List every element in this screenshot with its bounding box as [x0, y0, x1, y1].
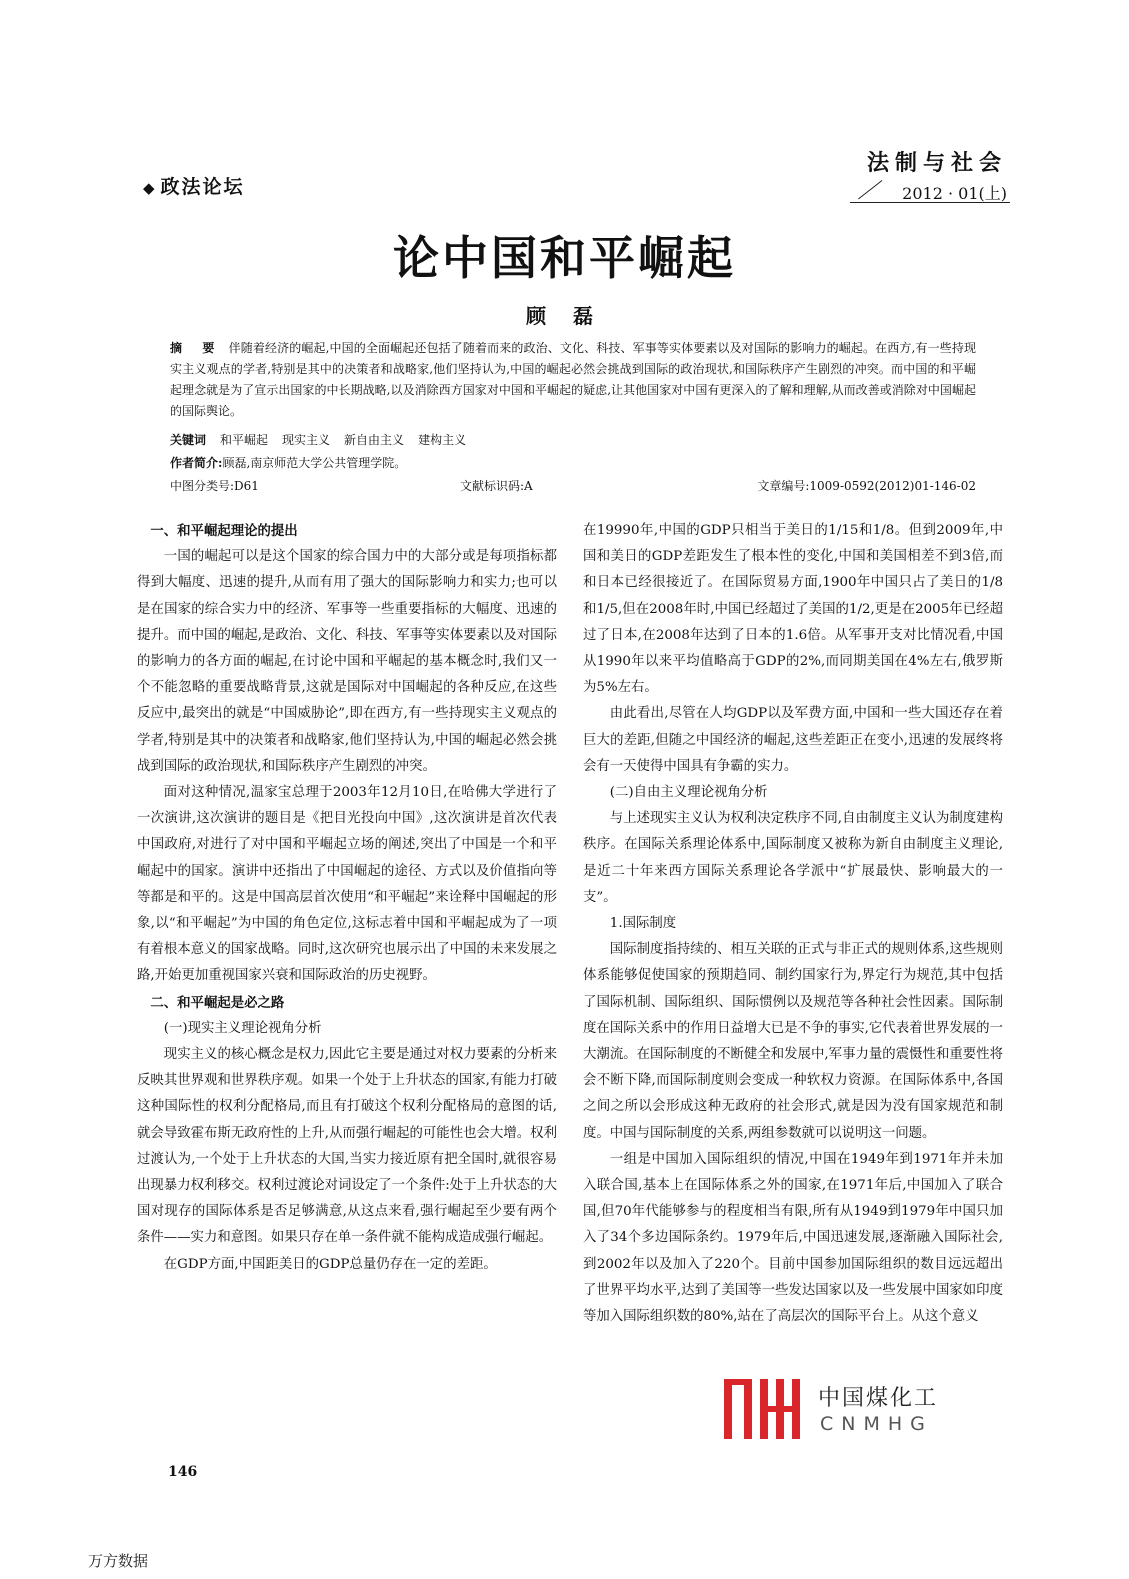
- subsection-heading: (二)自由主义理论视角分析: [609, 785, 768, 801]
- article-author: 顾 磊: [526, 304, 603, 328]
- logo-bar: [732, 1379, 744, 1385]
- logo-english-text: CNMHG: [820, 1413, 933, 1435]
- paragraph: 在19990年,中国的GDP只相当于美日的1/15和1/8。但到2009年,中国和美日的GDP差距发生了根本性的变化,中国和美国相差不到3倍,而和日本已经很接近了。在国际贸易方面,1900年中国只占了美日的1/8和1/5,但在2008年时,中国已经超过了美国的1/2,更是在2005年已经超过了日本,在2008年达到了日本的1.6倍。从军事开支对比情况看,中国从1990年以来平均值略高于GDP的2%,而同期美国在4%左右,俄罗斯为5%左右。: [583, 523, 1003, 696]
- header-rule: [850, 202, 1010, 203]
- issue-number: 2012 · 01(上): [902, 184, 1007, 203]
- paragraph: 国际制度指持续的、相互关联的正式与非正式的规则体系,这些规则体系能够促使国家的预期趋同、制约国家行为,界定行为规范,其中包括了国际机制、国际组织、国际惯例以及规范等各种社会性因素。国际制度在国际关系中的作用日益增大已是不争的事实,它代表着世界发展的一大潮流。在国际制度的不断健全和发展中,军事力量的震慑性和重要性将会不断下降,而国际制度则会变成一种软权力资源。在国际体系中,各国之间之所以会形成这种无政府的社会形式,就是因为没有国家规范和制度。中国与国际制度的关系,两组参数就可以说明这一问题。: [583, 942, 1003, 1141]
- watermark-logo: [724, 1377, 1014, 1441]
- document-code: 文献标识码:A: [460, 479, 533, 493]
- logo-bar: [776, 1379, 784, 1439]
- paragraph: 一组是中国加入国际组织的情况,中国在1949年到1971年并未加入联合国,基本上在国际体系之外的国家,在1971年后,中国加入了联合国,但70年代能够参与的程度相当有限,所有从1949到1979年中国只加入了34个多边国际条约。1979年后,中国迅速发展,逐渐融入国际社会,到2002年以及加入了220个。目前中国参加国际组织的数目远远超出了世界平均水平,达到了美国等一些发达国家以及一些发展中国家如印度等加入国际组织数的80%,站在了高层次的国际平台上。从这个意义: [583, 1151, 1003, 1325]
- paragraph: 与上述现实主义认为权利决定秩序不同,自由制度主义认为制度建构秩序。在国际关系理论体系中,国际制度又被称为新自由制度主义理论,是近二十年来西方国际关系理论各学派中“扩展最快、影响最大的一支”。: [583, 811, 1003, 905]
- body-column-right: [583, 518, 1003, 1330]
- subsection-heading: 1.国际制度: [609, 916, 677, 932]
- mh-logo-icon: [724, 1379, 810, 1439]
- paragraph: 面对这种情况,温家宝总理于2003年12月10日,在哈佛大学进行了一次演讲,这次演讲的题目是《把目光投向中国》,这次演讲是首次代表中国政府,对进行了对中国和平崛起立场的阐述,突出了中国是一个和平崛起中的国家。演讲中还指出了中国崛起的途径、方式以及价值指向等等都是和平的。这是中国高层首次使用“和平崛起”来诠释中国崛起的形象,以“和平崛起”为中国的角色定位,这标志着中国和平崛起成为了一项有着根本意义的国家战略。同时,这次研究也展示出了中国的未来发展之路,开始更加重视国家兴衰和国际政治的历史视野。: [137, 785, 557, 984]
- logo-bar: [744, 1379, 752, 1439]
- journal-name: 法制与社会: [866, 150, 1007, 176]
- section-label: 政法论坛: [160, 176, 245, 198]
- logo-chinese-text: 中国煤化工: [818, 1386, 939, 1411]
- logo-bar: [760, 1379, 768, 1439]
- paragraph: 由此看出,尽管在人均GDP以及军费方面,中国和一些大国还存在着巨大的差距,但随之中国经济的崛起,这些差距正在变小,迅速的发展终将会有一天使得中国具有争霸的实力。: [583, 706, 1003, 774]
- logo-bar: [792, 1379, 800, 1439]
- clc-code: 中图分类号:D61: [170, 479, 259, 493]
- abstract-label: 摘 要: [170, 341, 223, 355]
- header-rule-slant: [858, 180, 882, 199]
- source-watermark: 万方数据: [88, 1552, 149, 1570]
- keyword: 新自由主义: [344, 433, 405, 447]
- keyword: 建构主义: [418, 433, 467, 447]
- keywords: [170, 430, 976, 451]
- keyword: 和平崛起: [220, 433, 269, 447]
- body-column-left: [137, 518, 557, 1278]
- abstract: [170, 338, 976, 422]
- article-title: 论中国和平崛起: [393, 231, 736, 285]
- paragraph: 一国的崛起可以是这个国家的综合国力中的大部分或是每项指标都得到大幅度、迅速的提升,从而有用了强大的国际影响力和实力;也可以是在国家的综合实力中的经济、军事等一些重要指标的大幅度、迅速的提升。而中国的崛起,是政治、文化、科技、军事等实体要素以及对国际的影响力的各方面的崛起,在讨论中国和平崛起的基本概念时,我们又一个不能忽略的重要战略背景,这就是国际对中国崛起的各种反应,在这些反应中,最突出的就是“中国威胁论”,即在西方,有一些持现实主义观点的学者,特别是其中的决策者和战略家,他们坚持认为,中国的崛起必然会挑战到国际的政治现状,和国际秩序产生剧烈的冲突。: [137, 549, 557, 774]
- section-heading: 二、和平崛起是必之路: [150, 994, 285, 1011]
- paragraph: 现实主义的核心概念是权力,因此它主要是通过对权力要素的分析来反映其世界观和世界秩序观。如果一个处于上升状态的国家,有能力打破这种国际性的权利分配格局,而且有打破这个权利分配格局的意图的话,就会导致霍布斯无政府性的上升,从而强行崛起的可能性也会大增。权利过渡认为,一个处于上升状态的大国,当实力接近原有把全国时,就很容易出现暴力权利移交。权利过渡论对词设定了一个条件:处于上升状态的大国对现存的国际体系是否足够满意,从这点来看,强行崛起至少要有两个条件——实力和意图。如果只存在单一条件就不能构成造成强行崛起。: [137, 1047, 557, 1246]
- author-intro-label: 作者简介:: [170, 456, 223, 470]
- logo-bar: [768, 1406, 776, 1412]
- classification-row: [170, 477, 976, 498]
- author-intro: [170, 453, 976, 474]
- subsection-heading: (一)现实主义理论视角分析: [163, 1020, 322, 1036]
- author-intro-text: 顾磊,南京师范大学公共管理学院。: [222, 456, 407, 470]
- logo-bar: [784, 1406, 792, 1412]
- page-number: 146: [168, 1464, 198, 1480]
- section-heading: 一、和平崛起理论的提出: [150, 523, 298, 539]
- section-tag: [143, 172, 245, 199]
- logo-bar: [724, 1379, 732, 1439]
- keyword: 现实主义: [282, 433, 331, 447]
- keywords-label: 关键词: [170, 433, 207, 447]
- article-number: 文章编号:1009-0592(2012)01-146-02: [757, 479, 976, 493]
- paragraph: 在GDP方面,中国距美日的GDP总量仍存在一定的差距。: [163, 1256, 497, 1272]
- abstract-text: 伴随着经济的崛起,中国的全面崛起还包括了随着而来的政治、文化、科技、军事等实体要素以及对国际的影响力的崛起。在西方,有一些持现实主义观点的学者,特别是其中的决策者和战略家,他们坚持认为,中国的崛起必然会挑战到国际的政治现状,和国际秩序产生剧烈的冲突。而中国的和平崛起理念就是为了宣示出国家的中长期战略,以及消除西方国家对中国和平崛起的疑虑,让其他国家对中国有更深入的了解和理解,从而改善或消除对中国崛起的国际舆论。: [170, 341, 976, 418]
- diamond-icon: ◆: [143, 179, 157, 197]
